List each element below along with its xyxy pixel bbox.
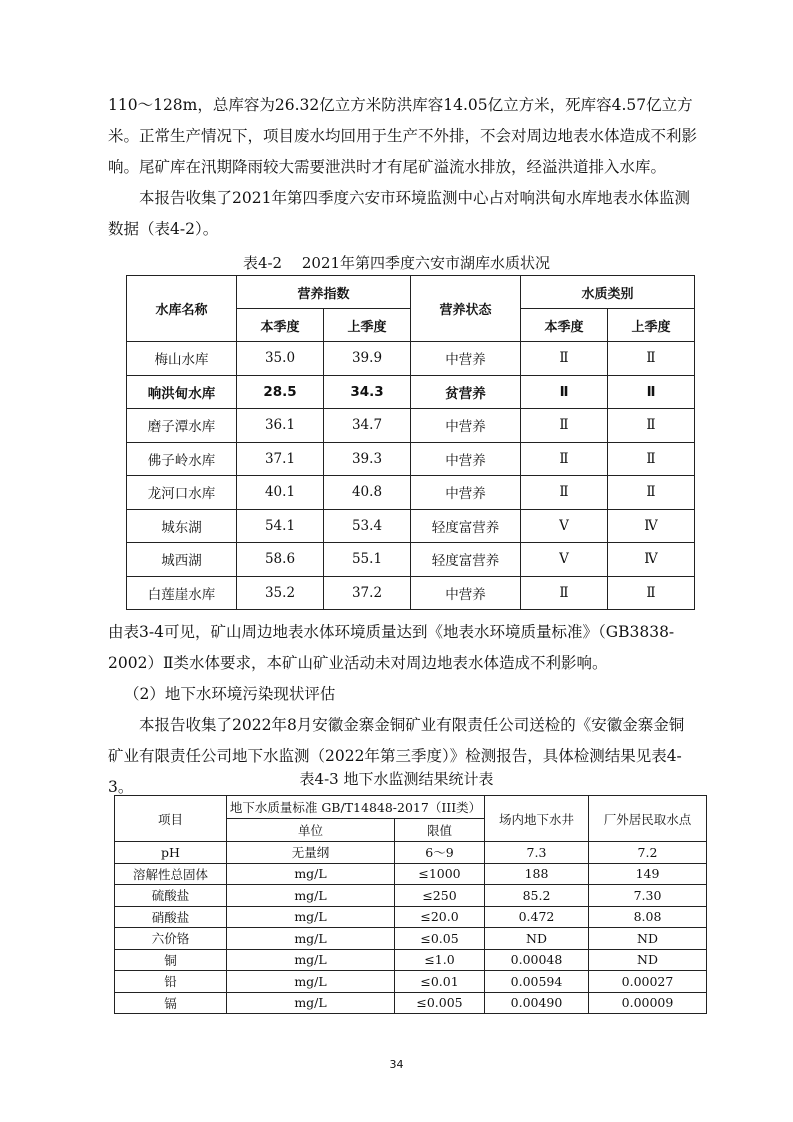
limit-cell: ≤0.01: [395, 971, 485, 993]
resident-value-cell: ND: [589, 949, 707, 971]
groundwater-monitoring-table: [114, 795, 707, 1014]
site-value-cell: 85.2: [485, 885, 589, 907]
table-row: [127, 543, 695, 577]
class-prev-cell: Ⅱ: [608, 442, 695, 476]
item-cell: 硝酸盐: [115, 906, 227, 928]
class-prev-cell: Ⅱ: [608, 409, 695, 443]
index-now-cell: 54.1: [237, 509, 324, 543]
reservoir-name-cell: 城西湖: [127, 543, 237, 577]
status-cell: 中营养: [411, 576, 521, 610]
section-heading-groundwater: （2）地下水环境污染现状评估: [124, 685, 336, 703]
reservoir-name-cell: 龙河口水库: [127, 476, 237, 510]
limit-cell: ≤250: [395, 885, 485, 907]
status-cell: 中营养: [411, 442, 521, 476]
reservoir-name-cell: 佛子岭水库: [127, 442, 237, 476]
class-prev-cell: Ⅱ: [608, 375, 695, 409]
index-now-cell: 58.6: [237, 543, 324, 577]
index-prev-cell: 37.2: [324, 576, 411, 610]
class-prev-cell: Ⅱ: [608, 476, 695, 510]
class-now-cell: Ⅱ: [521, 576, 608, 610]
class-now-cell: Ⅴ: [521, 543, 608, 577]
resident-value-cell: 149: [589, 863, 707, 885]
status-cell: 轻度富营养: [411, 509, 521, 543]
header-item: 项目: [115, 796, 227, 842]
resident-value-cell: ND: [589, 928, 707, 950]
page-number: 34: [389, 1058, 404, 1071]
header-index-last-quarter: 上季度: [324, 309, 411, 342]
lake-water-quality-table: [126, 275, 695, 610]
reservoir-name-cell: 梅山水库: [127, 342, 237, 376]
item-cell: 硫酸盐: [115, 885, 227, 907]
limit-cell: ≤1.0: [395, 949, 485, 971]
header-resident-point: 厂外居民取水点: [589, 796, 707, 842]
header-nutrient-index: 营养指数: [237, 276, 411, 309]
unit-cell: mg/L: [227, 906, 395, 928]
table-row: [115, 949, 707, 971]
header-groundwater-standard: 地下水质量标准 GB/T14848-2017（III类）: [227, 796, 485, 819]
class-now-cell: Ⅱ: [521, 375, 608, 409]
paragraph-groundwater-report: 本报告收集了2022年8月安徽金寨金铜矿业有限责任公司送检的《安徽金寨金铜矿业有限责任公司地下水监测（2022年第三季度）》检测报告，具体检测结果见表4-3。: [108, 716, 685, 796]
site-value-cell: 0.00594: [485, 971, 589, 993]
index-prev-cell: 39.3: [324, 442, 411, 476]
table-row: [115, 971, 707, 993]
site-value-cell: 188: [485, 863, 589, 885]
class-now-cell: Ⅴ: [521, 509, 608, 543]
table-row: [127, 442, 695, 476]
item-cell: 溶解性总固体: [115, 863, 227, 885]
unit-cell: mg/L: [227, 928, 395, 950]
reservoir-name-cell: 城东湖: [127, 509, 237, 543]
class-prev-cell: Ⅳ: [608, 509, 695, 543]
index-prev-cell: 39.9: [324, 342, 411, 376]
resident-value-cell: 7.2: [589, 842, 707, 864]
resident-value-cell: 0.00027: [589, 971, 707, 993]
table-4-3-caption: 表4-3 地下水监测结果统计表: [299, 770, 494, 788]
index-prev-cell: 40.8: [324, 476, 411, 510]
header-unit: 单位: [227, 819, 395, 842]
class-now-cell: Ⅱ: [521, 476, 608, 510]
resident-value-cell: 7.30: [589, 885, 707, 907]
header-site-well: 场内地下水井: [485, 796, 589, 842]
table-row: [127, 509, 695, 543]
table-row: [127, 576, 695, 610]
site-value-cell: ND: [485, 928, 589, 950]
index-now-cell: 37.1: [237, 442, 324, 476]
index-prev-cell: 34.3: [324, 375, 411, 409]
unit-cell: mg/L: [227, 863, 395, 885]
class-now-cell: Ⅱ: [521, 442, 608, 476]
item-cell: 镉: [115, 992, 227, 1014]
reservoir-name-cell: 白莲崖水库: [127, 576, 237, 610]
limit-cell: ≤20.0: [395, 906, 485, 928]
reservoir-name-cell: 响洪甸水库: [127, 375, 237, 409]
index-now-cell: 35.0: [237, 342, 324, 376]
class-now-cell: Ⅱ: [521, 342, 608, 376]
table-row: [127, 476, 695, 510]
header-limit: 限值: [395, 819, 485, 842]
header-class-last-quarter: 上季度: [608, 309, 695, 342]
header-nutrient-status: 营养状态: [411, 276, 521, 342]
item-cell: 铜: [115, 949, 227, 971]
paragraph-reservoir-capacity: 110～128m，总库容为26.32亿立方米防洪库容14.05亿立方米，死库容4.57亿立方米。正常生产情况下，项目废水均回用于生产不外排，不会对周边地表水体造成不利影响。尾矿库在汛期降雨较大需要泄洪时才有尾矿溢流水排放，经溢洪道排入水库。: [108, 96, 698, 176]
table-4-2-caption: 表4-2 2021年第四季度六安市湖库水质状况: [242, 254, 551, 272]
index-now-cell: 28.5: [237, 375, 324, 409]
limit-cell: ≤0.005: [395, 992, 485, 1014]
table-row: [127, 342, 695, 376]
index-now-cell: 36.1: [237, 409, 324, 443]
header-reservoir-name: 水库名称: [127, 276, 237, 342]
table-row: [115, 863, 707, 885]
status-cell: 轻度富营养: [411, 543, 521, 577]
index-prev-cell: 34.7: [324, 409, 411, 443]
table-row: [127, 409, 695, 443]
table-row: [115, 906, 707, 928]
unit-cell: mg/L: [227, 949, 395, 971]
table-row: [115, 842, 707, 864]
site-value-cell: 0.472: [485, 906, 589, 928]
class-now-cell: Ⅱ: [521, 409, 608, 443]
header-index-this-quarter: 本季度: [237, 309, 324, 342]
status-cell: 贫营养: [411, 375, 521, 409]
unit-cell: mg/L: [227, 992, 395, 1014]
index-now-cell: 40.1: [237, 476, 324, 510]
status-cell: 中营养: [411, 342, 521, 376]
limit-cell: ≤1000: [395, 863, 485, 885]
header-water-quality-class: 水质类别: [521, 276, 695, 309]
unit-cell: 无量纲: [227, 842, 395, 864]
status-cell: 中营养: [411, 476, 521, 510]
table-row: [115, 928, 707, 950]
table-row: [127, 375, 695, 409]
reservoir-name-cell: 磨子潭水库: [127, 409, 237, 443]
index-now-cell: 35.2: [237, 576, 324, 610]
status-cell: 中营养: [411, 409, 521, 443]
limit-cell: 6～9: [395, 842, 485, 864]
site-value-cell: 0.00048: [485, 949, 589, 971]
class-prev-cell: Ⅳ: [608, 543, 695, 577]
item-cell: pH: [115, 842, 227, 864]
limit-cell: ≤0.05: [395, 928, 485, 950]
paragraph-data-source: 本报告收集了2021年第四季度六安市环境监测中心占对响洪甸水库地表水体监测数据（表4-2）。: [108, 189, 690, 238]
item-cell: 六价铬: [115, 928, 227, 950]
resident-value-cell: 0.00009: [589, 992, 707, 1014]
index-prev-cell: 53.4: [324, 509, 411, 543]
class-prev-cell: Ⅱ: [608, 342, 695, 376]
resident-value-cell: 8.08: [589, 906, 707, 928]
unit-cell: mg/L: [227, 971, 395, 993]
header-class-this-quarter: 本季度: [521, 309, 608, 342]
item-cell: 铅: [115, 971, 227, 993]
unit-cell: mg/L: [227, 885, 395, 907]
site-value-cell: 0.00490: [485, 992, 589, 1014]
site-value-cell: 7.3: [485, 842, 589, 864]
index-prev-cell: 55.1: [324, 543, 411, 577]
class-prev-cell: Ⅱ: [608, 576, 695, 610]
paragraph-surface-water-conclusion: 由表3-4可见，矿山周边地表水体环境质量达到《地表水环境质量标准》（GB3838-2002）Ⅱ类水体要求，本矿山矿业活动未对周边地表水体造成不利影响。: [108, 623, 675, 672]
table-row: [115, 885, 707, 907]
table-row: [115, 992, 707, 1014]
